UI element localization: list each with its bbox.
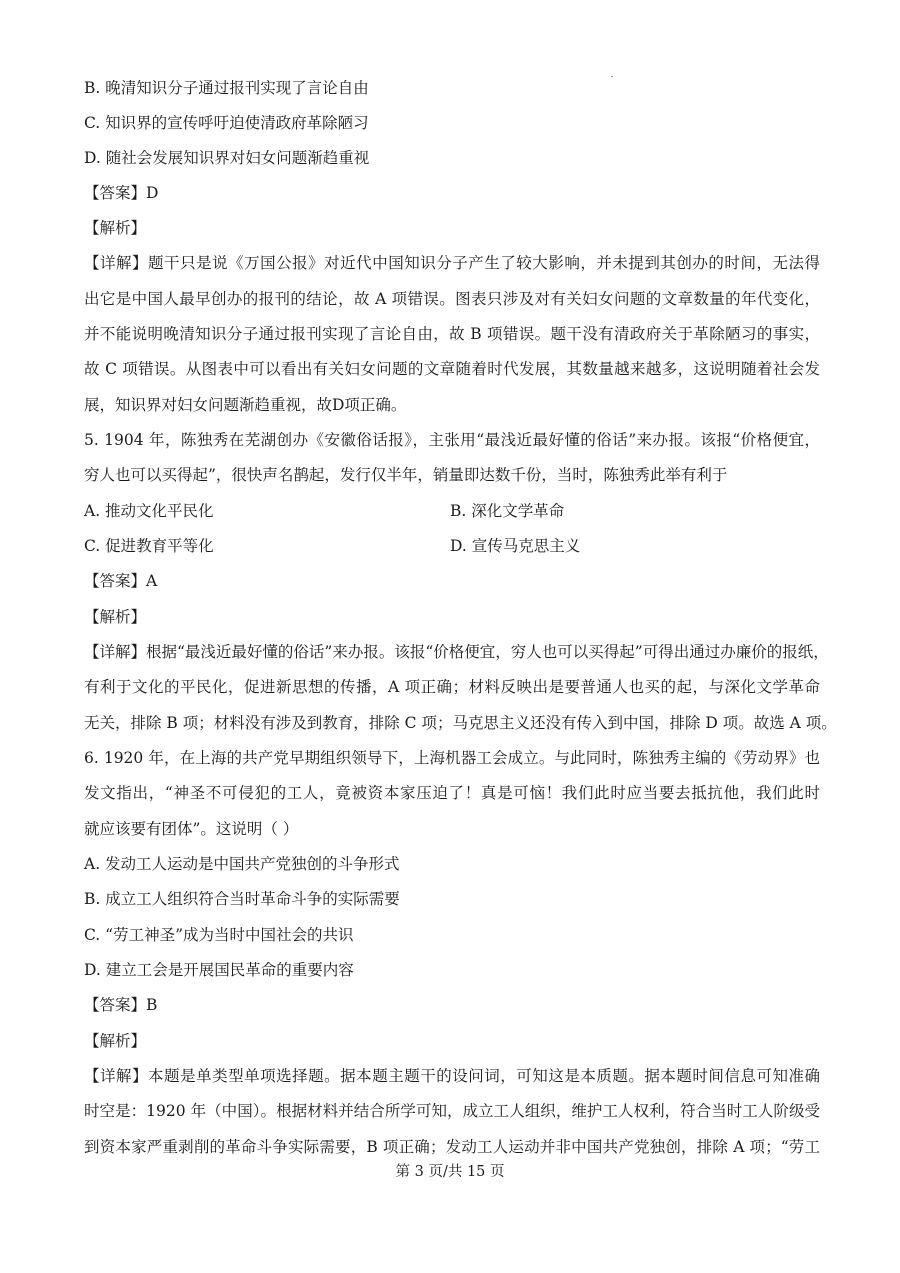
q4-option-b: B. 晚清知识分子通过报刊实现了言论自由	[84, 79, 369, 97]
q5-options-row	[84, 500, 820, 522]
q5-option-c: C. 促进教育平等化	[84, 537, 214, 555]
q6-analysis-label: 【解析】	[84, 1032, 147, 1050]
q5-stem-line: 穷人也可以买得起”，很快声名鹊起，发行仅半年，销量即达数千份，当时，陈独秀此举有利于	[84, 466, 728, 484]
q4-detail-line: 【详解】题干只是说《万国公报》对近代中国知识分子产生了较大影响，并未提到其创办的时间，无法得	[84, 254, 820, 272]
page-number-footer: 第 3 页/共 15 页	[395, 1164, 505, 1180]
q6-detail-line: 到资本家严重剥削的革命斗争实际需要，B 项正确；发动工人运动并非中国共产党独创，排除 A 项；“劳工	[84, 1138, 820, 1156]
q4-detail-line: 故 C 项错误。从图表中可以看出有关妇女问题的文章随着时代发展，其数量越来越多，这说明随着社会发	[84, 360, 820, 378]
q4-detail-line: 出它是中国人最早创办的报刊的结论，故 A 项错误。图表只涉及对有关妇女问题的文章数量的年代变化，	[84, 290, 820, 308]
q6-option-a: A. 发动工人运动是中国共产党独创的斗争形式	[84, 855, 400, 873]
q6-stem-line: 发文指出，“神圣不可侵犯的工人，竟被资本家压迫了！真是可恼！我们此时应当要去抵抗他，我们此时	[84, 784, 820, 802]
q5-detail-line: 【详解】根据“最浅近最好懂的俗话”来办报。该报“价格便宜，穷人也可以买得起”可得出通过办廉价的报纸，	[84, 643, 829, 661]
q5-option-b: B. 深化文学革命	[450, 502, 565, 520]
q4-detail-line: 展，知识界对妇女问题渐趋重视，故D项正确。	[84, 396, 407, 414]
q5-option-d: D. 宣传马克思主义	[450, 537, 581, 555]
q6-answer: 【答案】B	[84, 996, 158, 1014]
q4-option-d: D. 随社会发展知识界对妇女问题渐趋重视	[84, 149, 370, 167]
q4-detail-line: 并不能说明晚清知识分子通过报刊实现了言论自由，故 B 项错误。题干没有清政府关于革除陋习的事实，	[84, 325, 820, 343]
q5-option-a: A. 推动文化平民化	[84, 502, 214, 520]
q5-stem-line: 5. 1904 年，陈独秀在芜湖创办《安徽俗话报》，主张用“最浅近最好懂的俗话”来办报。该报“价格便宜，	[84, 431, 820, 449]
q5-detail-line: 有利于文化的平民化，促进新思想的传播，A 项正确；材料反映出是要普通人也买的起，与深化文学革命	[84, 678, 820, 696]
q6-option-c: C. “劳工神圣”成为当时中国社会的共识	[84, 926, 354, 944]
q4-analysis-label: 【解析】	[84, 219, 147, 237]
q5-detail-line: 无关，排除 B 项；材料没有涉及到教育，排除 C 项；马克思主义还没有传入到中国，排除 D 项。故选 A 项。	[84, 714, 837, 732]
q4-option-c: C. 知识界的宣传呼吁迫使清政府革除陋习	[84, 114, 369, 132]
q6-option-d: D. 建立工会是开展国民革命的重要内容	[84, 961, 354, 979]
q6-stem-line: 就应该要有团体”。这说明（ ）	[84, 820, 299, 838]
q6-detail-line: 时空是：1920 年（中国）。根据材料并结合所学可知，成立工人组织，维护工人权利，符合当时工人阶级受	[84, 1102, 820, 1120]
q6-option-b: B. 成立工人组织符合当时革命斗争的实际需要	[84, 890, 400, 908]
q5-analysis-label: 【解析】	[84, 608, 147, 626]
q5-options-row	[84, 535, 820, 557]
q6-detail-line: 【详解】本题是单类型单项选择题。据本题主题干的设问词，可知这是本质题。据本题时间信息可知准确	[84, 1067, 820, 1085]
q5-answer: 【答案】A	[84, 572, 158, 590]
q6-stem-line: 6. 1920 年，在上海的共产党早期组织领导下，上海机器工会成立。与此同时，陈独秀主编的《劳动界》也	[84, 749, 820, 767]
q4-answer: 【答案】D	[84, 184, 159, 202]
